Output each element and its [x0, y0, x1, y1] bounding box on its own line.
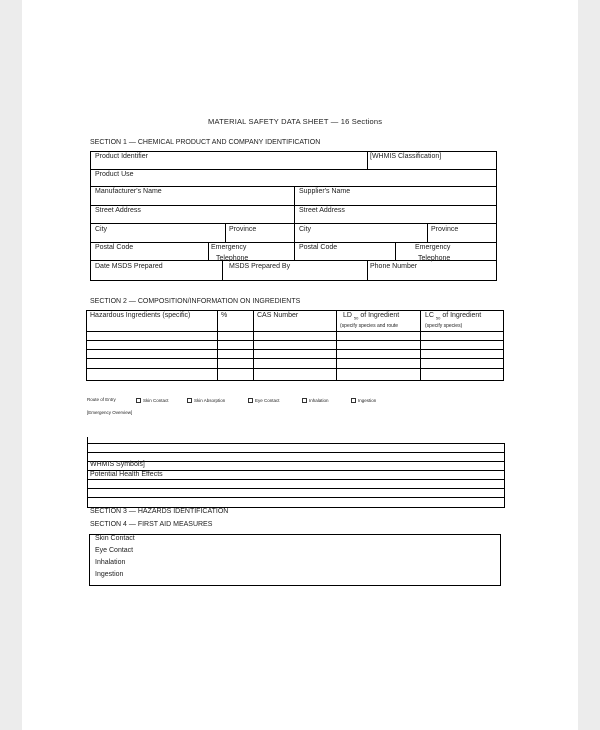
divider — [217, 310, 218, 381]
first-aid-item: Ingestion — [95, 571, 124, 578]
col-ld-label: LD $_{50}$ of Ingredient — [343, 312, 400, 321]
divider — [504, 443, 505, 508]
document-page — [22, 0, 578, 730]
divider — [86, 349, 504, 350]
divider — [87, 488, 504, 489]
col-lc-note: (specify species) — [425, 323, 463, 329]
city-right-label: City — [299, 226, 312, 233]
document-title: MATERIAL SAFETY DATA SHEET — 16 Sections — [208, 117, 383, 126]
street-address-left-label: Street Address — [95, 207, 141, 214]
province-right-label: Province — [431, 226, 459, 233]
section2-heading: SECTION 2 — COMPOSITION/INFORMATION ON INGREDIENTS — [90, 298, 301, 305]
ingestion-option: Ingestion — [358, 398, 377, 403]
emergency-right-label: Emergency — [415, 244, 451, 251]
emergency-overview-label: [Emergency Overview] — [87, 410, 133, 415]
potential-health-effects-label: Potential Health Effects — [90, 471, 163, 478]
inhalation-option: Inhalation — [309, 398, 329, 403]
col-ld-note: (specify species and route — [340, 323, 399, 329]
first-aid-item: Skin Contact — [95, 535, 135, 542]
skin-contact-option: Skin Contact — [143, 398, 169, 403]
msds-prepared-by-label: MSDS Prepared By — [229, 263, 291, 270]
first-aid-item: Eye Contact — [95, 547, 134, 554]
inhalation-checkbox[interactable] — [302, 398, 307, 403]
ingestion-checkbox[interactable] — [351, 398, 356, 403]
divider — [90, 169, 497, 170]
divider — [395, 242, 396, 260]
suppliers-name-label: Supplier's Name — [299, 188, 351, 195]
divider — [87, 443, 504, 444]
street-address-right-label: Street Address — [299, 207, 345, 214]
date-msds-label: Date MSDS Prepared — [95, 263, 163, 270]
divider — [420, 310, 421, 381]
divider — [367, 151, 368, 169]
section4-heading: SECTION 4 — FIRST AID MEASURES — [90, 521, 213, 528]
section3-heading: SECTION 3 — HAZARDS IDENTIFICATION — [90, 508, 229, 515]
first-aid-item: Inhalation — [95, 559, 126, 566]
divider — [87, 479, 504, 480]
divider — [208, 242, 209, 260]
divider — [336, 310, 337, 381]
postal-code-left-label: Postal Code — [95, 244, 134, 251]
product-identifier-label: Product Identifier — [95, 153, 148, 160]
divider — [86, 358, 504, 359]
skin-absorption-option: Skin Absorption — [194, 398, 226, 403]
divider — [367, 260, 368, 281]
col-percent-label: % — [221, 312, 228, 319]
divider — [87, 452, 504, 453]
province-left-label: Province — [229, 226, 257, 233]
col-lc-label: LC $_{50}$ of Ingredient — [425, 312, 482, 321]
col-cas-label: CAS Number — [257, 312, 299, 319]
emergency-left-label: Emergency — [211, 244, 247, 251]
divider — [222, 260, 223, 281]
route-of-entry-label: Route of Entry — [87, 397, 116, 402]
telephone-left-label: Telephone — [216, 255, 249, 262]
divider — [87, 497, 504, 498]
divider — [294, 186, 295, 242]
divider — [427, 223, 428, 242]
phone-number-label: Phone Number — [370, 263, 418, 270]
divider — [86, 340, 504, 341]
postal-code-right-label: Postal Code — [299, 244, 338, 251]
product-use-label: Product Use — [95, 171, 134, 178]
skin-contact-checkbox[interactable] — [136, 398, 141, 403]
divider — [253, 310, 254, 381]
divider — [86, 368, 504, 369]
eye-contact-checkbox[interactable] — [248, 398, 253, 403]
skin-absorption-checkbox[interactable] — [187, 398, 192, 403]
telephone-right-label: Telephone — [418, 255, 451, 262]
col-hazardous-label: Hazardous Ingredients (specific) — [90, 312, 191, 319]
divider — [225, 223, 226, 242]
eye-contact-option: Eye Contact — [255, 398, 280, 403]
divider — [87, 461, 504, 462]
manufacturers-name-label: Manufacturer's Name — [95, 188, 162, 195]
city-left-label: City — [95, 226, 108, 233]
whmis-classification-label: [WHMIS Classification] — [370, 153, 442, 160]
divider — [86, 331, 504, 332]
divider — [294, 242, 295, 260]
section1-heading: SECTION 1 — CHEMICAL PRODUCT AND COMPANY IDENTIFICATION — [90, 139, 321, 146]
whmis-symbols-label: WHMIS Symbols] — [90, 461, 145, 468]
first-aid-box — [89, 534, 501, 586]
